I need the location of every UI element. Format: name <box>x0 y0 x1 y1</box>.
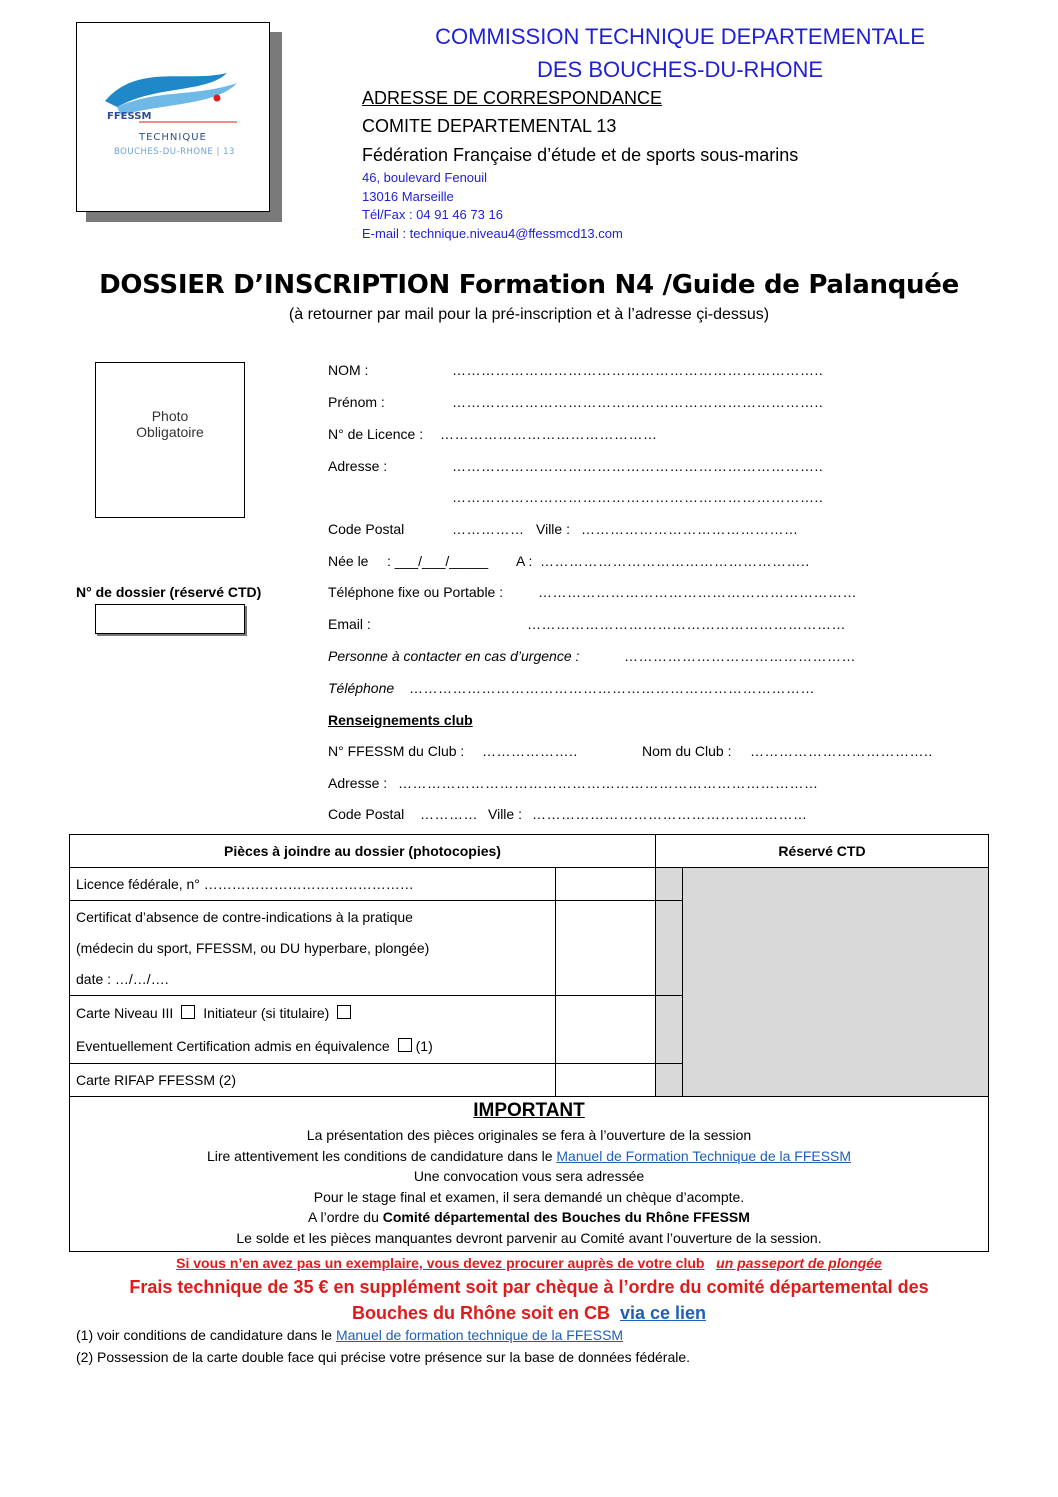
row-rifap-check[interactable] <box>556 1064 656 1097</box>
nee-le-label: Née le <box>328 553 369 569</box>
telephone-field[interactable]: ………………………………………………………… <box>538 584 857 600</box>
code-postal-label: Code Postal <box>328 521 405 537</box>
club-adresse-field[interactable]: …………………………………………………………………………… <box>398 775 819 791</box>
photo-label: Photo <box>151 408 189 424</box>
club-number-label: N° FFESSM du Club : <box>328 743 465 759</box>
reserved-col-c <box>656 996 683 1064</box>
club-ville-field[interactable]: ………………………………………………… <box>532 806 808 822</box>
important-line4: Pour le stage final et examen, il sera demandé un chèque d’acompte. <box>313 1188 745 1205</box>
club-adresse-label: Adresse : <box>328 775 388 791</box>
club-heading: Renseignements club <box>328 712 473 728</box>
row-rifap-label: Carte RIFAP FFESSM (2) <box>70 1064 556 1097</box>
club-name-label: Nom du Club : <box>642 743 732 759</box>
photo-required-label: Obligatoire <box>136 424 204 440</box>
note-2: (2) Possession de la carte double face qui précise votre présence sur la base de données fédérale. <box>76 1349 691 1365</box>
manuel-link[interactable]: Manuel de Formation Technique de la FFESSM <box>556 1147 852 1164</box>
row-licence-label: Licence fédérale, n° ……………………………………… <box>70 868 556 901</box>
federation-name: Fédération Française d’étude et de sports sous-marins <box>362 145 799 165</box>
email-label: Email : <box>328 616 371 632</box>
club-code-postal-label: Code Postal <box>328 806 405 822</box>
licence-label: N° de Licence : <box>328 426 424 442</box>
reserved-col-d <box>656 1064 683 1097</box>
telephone-label: Téléphone fixe ou Portable : <box>328 584 504 600</box>
email-field[interactable]: ………………………………………………………… <box>527 616 846 632</box>
telephone-urgence-field[interactable]: ………………………………………………………………………… <box>409 680 815 696</box>
licence-field[interactable]: ……………………………………… <box>440 426 658 442</box>
row-certificat-label: Certificat d’absence de contre-indications à la pratique (médecin du sport, FFESSM, ou DU hyperbare, plongée) date : …/…/…. <box>70 901 556 996</box>
prenom-field[interactable]: ………………………………………………………………….. <box>452 394 824 410</box>
initiateur-checkbox[interactable] <box>337 1005 351 1019</box>
photo-box <box>95 362 245 518</box>
document-title: DOSSIER D’INSCRIPTION Formation N4 /Guide de Palanquée <box>99 270 959 300</box>
note-1: (1) voir conditions de candidature dans le Manuel de formation technique de la FFESSM <box>76 1327 624 1343</box>
niveau3-checkbox[interactable] <box>181 1005 195 1019</box>
urgence-label: Personne à contacter en cas d’urgence : <box>328 648 580 664</box>
important-line3: Une convocation vous sera adressée <box>413 1168 645 1184</box>
birth-date-field[interactable]: : ___/___/_____ <box>387 553 489 569</box>
manuel-formation-link[interactable]: Manuel de formation technique de la FFESSM <box>335 1327 624 1343</box>
address-heading: ADRESSE DE CORRESPONDANCE <box>362 88 663 108</box>
wave-icon <box>77 23 269 211</box>
code-postal-field[interactable]: …………… <box>452 521 525 537</box>
urgence-field[interactable]: ………………………………………… <box>624 648 856 664</box>
nom-field[interactable]: ………………………………………………………………….. <box>452 362 824 378</box>
pieces-table <box>69 834 989 1097</box>
header-title-line1: COMMISSION TECHNIQUE DEPARTEMENTALE <box>435 24 925 49</box>
passeport-warning: Si vous n’en avez pas un exemplaire, vous devez procurer auprès de votre club un passeport de plongée <box>176 1255 882 1271</box>
logo-brand: FFESSM <box>107 111 152 122</box>
club-name-field[interactable]: ……………………………….. <box>750 743 933 759</box>
ffessm-logo <box>76 22 270 212</box>
adresse-field-1[interactable]: ………………………………………………………………….. <box>452 458 824 474</box>
table-row <box>70 868 989 901</box>
telephone-urgence-label: Téléphone <box>328 680 395 696</box>
important-box <box>69 1097 989 1252</box>
row-certificat-check[interactable] <box>556 901 656 996</box>
reserved-col-a <box>656 868 683 901</box>
adresse-label: Adresse : <box>328 458 388 474</box>
dossier-label: N° de dossier (réservé CTD) <box>76 584 262 600</box>
header-title-line2: DES BOUCHES-DU-RHONE <box>536 57 824 82</box>
committee-name: COMITE DEPARTEMENTAL 13 <box>362 116 617 136</box>
important-line1: La présentation des pièces originales se fera à l’ouverture de la session <box>306 1127 752 1143</box>
ville-label: Ville : <box>536 521 570 537</box>
important-line2: Lire attentivement les conditions de candidature dans le Manuel de Formation Technique de la FFESSM <box>206 1147 852 1164</box>
logo-line2: BOUCHES-DU-RHONE | 13 <box>114 147 235 157</box>
email-address: E-mail : technique.niveau4@ffessmcd13.com <box>362 226 623 241</box>
club-code-postal-field[interactable]: ………… <box>420 806 478 822</box>
phone-fax: Tél/Fax : 04 91 46 73 16 <box>362 207 503 222</box>
nom-label: NOM : <box>328 362 369 378</box>
dossier-number-box <box>95 604 245 634</box>
payment-link[interactable]: via ce lien <box>619 1303 707 1323</box>
adresse-field-2[interactable]: ………………………………………………………………….. <box>452 489 824 505</box>
fee-line2: Bouches du Rhône soit en CB via ce lien <box>351 1303 707 1323</box>
birthplace-label: A : <box>516 553 533 569</box>
reserved-col-b <box>656 901 683 996</box>
important-line6: Le solde et les pièces manquantes devront parvenir au Comité avant l’ouverture de la session. <box>236 1229 822 1246</box>
club-number-field[interactable]: ……………….. <box>482 743 578 759</box>
birthplace-field[interactable]: ……………………………………………….. <box>540 553 810 569</box>
city-address: 13016 Marseille <box>362 189 454 204</box>
reserved-ctd-area <box>683 868 989 1097</box>
row-licence-check[interactable] <box>556 868 656 901</box>
row-cartes-check[interactable] <box>556 996 656 1064</box>
logo-line1: TECHNIQUE <box>139 132 207 143</box>
club-ville-label: Ville : <box>488 806 522 822</box>
important-line5: A l’ordre du Comité départemental des Bouches du Rhône FFESSM <box>308 1209 750 1225</box>
document-subtitle: (à retourner par mail pour la pré-inscription et à l’adresse çi-dessus) <box>288 306 770 323</box>
table-header-row <box>70 835 989 868</box>
prenom-label: Prénom : <box>328 394 385 410</box>
table-header-left: Pièces à joindre au dossier (photocopies) <box>70 835 656 868</box>
table-header-right: Réservé CTD <box>656 835 989 868</box>
fee-line1: Frais technique de 35 € en supplément soit par chèque à l’ordre du comité départemental des <box>129 1277 929 1297</box>
equivalence-checkbox[interactable] <box>398 1038 412 1052</box>
important-title: IMPORTANT <box>473 1100 585 1121</box>
ville-field[interactable]: ……………………………………… <box>581 521 799 537</box>
row-cartes-label: Carte Niveau III Initiateur (si titulaire) Eventuellement Certification admis en équivalence (1) <box>70 996 556 1064</box>
street-address: 46, boulevard Fenouil <box>362 170 488 185</box>
